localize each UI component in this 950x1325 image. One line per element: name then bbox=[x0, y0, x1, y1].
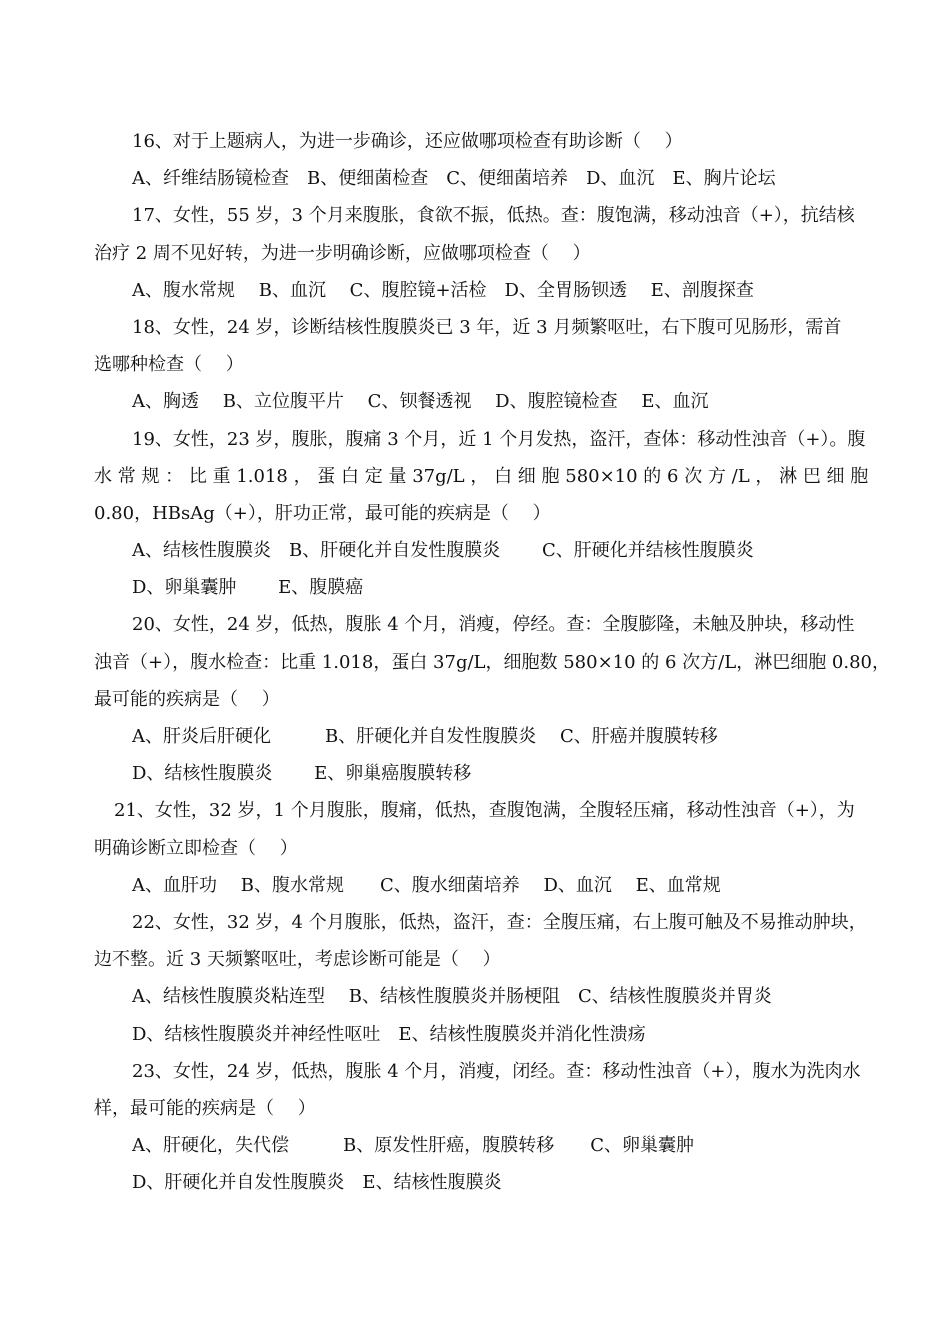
question-21-options: A、血肝功 B、腹水常规 C、腹水细菌培养 D、血沉 E、血常规 bbox=[132, 874, 721, 896]
question-20-stem-line-2: 浊音（+），腹水检查：比重 1.018，蛋白 37g/L，细胞数 580×10 的 6 次方/L，淋巴细胞 0.80， bbox=[94, 651, 890, 673]
question-23-options-line-2: D、肝硬化并自发性腹膜炎 E、结核性腹膜炎 bbox=[132, 1172, 502, 1194]
question-18-options: A、胸透 B、立位腹平片 C、钡餐透视 D、腹腔镜检查 E、血沉 bbox=[132, 391, 709, 413]
question-19-stem-line-1: 19、女性，23 岁，腹胀，腹痛 3 个月，近 1 个月发热，盗汗，查体：移动性浊音（+）。腹 bbox=[132, 428, 866, 450]
question-19-stem-line-2: 水 常 规 ： 比 重 1.018 ， 蛋 白 定 量 37g/L ， 白 细 胞 580×10 的 6 次 方 /L ， 淋 巴 细 胞 bbox=[94, 465, 869, 487]
question-16-options: A、纤维结肠镜检查 B、便细菌检查 C、便细菌培养 D、血沉 E、胸片论坛 bbox=[132, 168, 776, 190]
question-23-options-line-1: A、肝硬化，失代偿 B、原发性肝癌，腹膜转移 C、卵巢囊肿 bbox=[132, 1135, 694, 1157]
question-20-stem-line-1: 20、女性，24 岁，低热，腹胀 4 个月，消瘦，停经。查：全腹膨隆，未触及肿块，移动性 bbox=[132, 614, 855, 636]
question-17-options: A、腹水常规 B、血沉 C、腹腔镜+活检 D、全胃肠钡透 E、剖腹探查 bbox=[132, 279, 754, 301]
question-22-stem-line-1: 22、女性，32 岁，4 个月腹胀，低热，盗汗，查：全腹压痛，右上腹可触及不易推动肿块， bbox=[132, 911, 867, 933]
question-20-stem-line-3: 最可能的疾病是（ ） bbox=[94, 688, 280, 710]
question-22-options-line-1: A、结核性腹膜炎粘连型 B、结核性腹膜炎并肠梗阻 C、结核性腹膜炎并胃炎 bbox=[132, 986, 772, 1008]
question-18-stem-line-2: 选哪种检查（ ） bbox=[94, 354, 244, 376]
question-17-stem-line-1: 17、女性，55 岁，3 个月来腹胀，食欲不振，低热。查：腹饱满，移动浊音（+），抗结核 bbox=[132, 205, 855, 227]
question-22-options-line-2: D、结核性腹膜炎并神经性呕吐 E、结核性腹膜炎并消化性溃疡 bbox=[132, 1023, 646, 1045]
question-21-stem-line-1: 21、女性，32 岁，1 个月腹胀，腹痛，低热，查腹饱满，全腹轻压痛，移动性浊音（+），为 bbox=[114, 800, 855, 822]
question-19-options-line-1: A、结核性腹膜炎 B、肝硬化并自发性腹膜炎 C、肝硬化并结核性腹膜炎 bbox=[132, 540, 754, 562]
question-23-stem-line-2: 样，最可能的疾病是（ ） bbox=[94, 1097, 316, 1119]
question-19-options-line-2: D、卵巢囊肿 E、腹膜癌 bbox=[132, 577, 364, 599]
question-20-options-line-2: D、结核性腹膜炎 E、卵巢癌腹膜转移 bbox=[132, 763, 472, 785]
question-16-stem: 16、对于上题病人，为进一步确诊，还应做哪项检查有助诊断（ ） bbox=[132, 131, 683, 152]
question-23-stem-line-1: 23、女性，24 岁，低热，腹胀 4 个月，消瘦，闭经。查：移动性浊音（+），腹水为洗肉水 bbox=[132, 1060, 861, 1082]
question-22-stem-line-2: 边不整。近 3 天频繁呕吐，考虑诊断可能是（ ） bbox=[94, 949, 501, 971]
question-20-options-line-1: A、肝炎后肝硬化 B、肝硬化并自发性腹膜炎 C、肝癌并腹膜转移 bbox=[132, 726, 718, 747]
question-19-stem-line-3: 0.80，HBsAg（+），肝功正常，最可能的疾病是（ ） bbox=[94, 502, 551, 524]
question-17-stem-line-2: 治疗 2 周不见好转，为进一步明确诊断，应做哪项检查（ ） bbox=[94, 242, 591, 264]
question-21-stem-line-2: 明确诊断立即检查（ ） bbox=[94, 837, 298, 859]
question-18-stem-line-1: 18、女性，24 岁，诊断结核性腹膜炎已 3 年，近 3 月频繁呕吐，右下腹可见肠形，需首 bbox=[132, 316, 842, 338]
question-text-block bbox=[94, 123, 890, 1201]
